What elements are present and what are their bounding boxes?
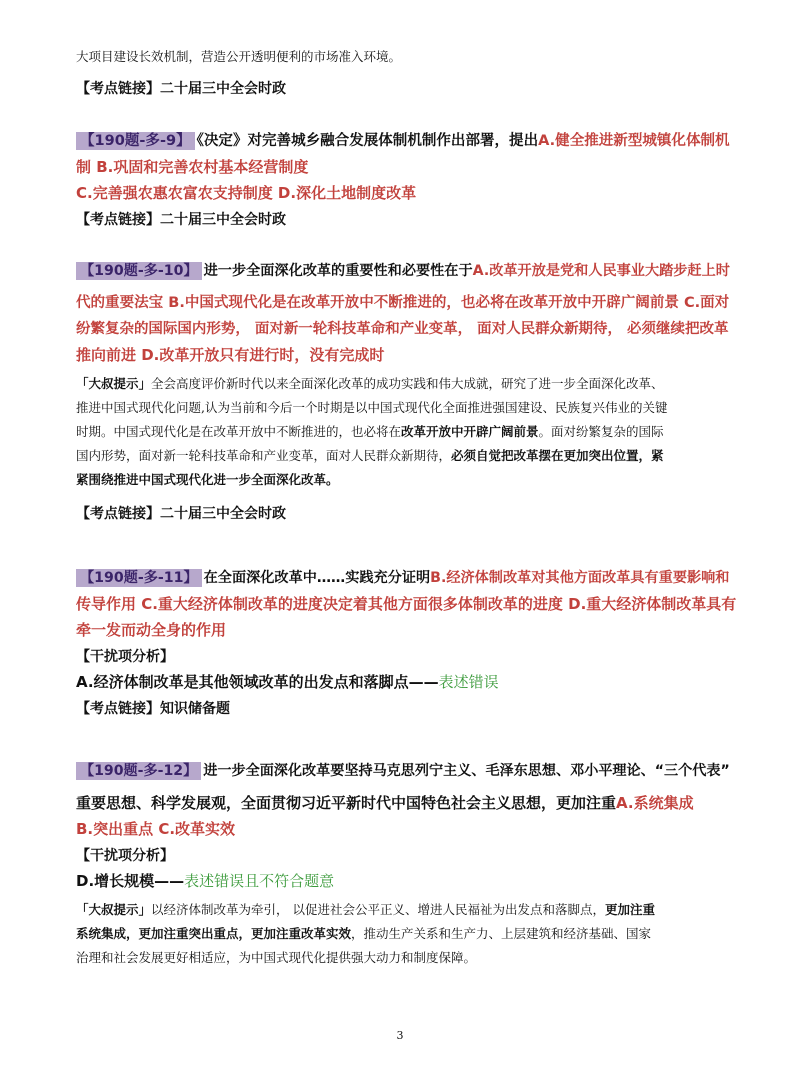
topic-link-text: 二十届三中全会时政 — [160, 212, 286, 228]
topic-link — [76, 697, 736, 721]
answer-text: 推向前进 D.改革开放只有进行时，没有完成时 — [76, 346, 385, 364]
topic-link — [76, 502, 736, 526]
question-stem: 《决定》对完善城乡融合发展体制机制作出部署，提出 — [196, 133, 539, 149]
topic-link — [76, 208, 736, 232]
tip-emphasis: 系统集成，更加注重突出重点，更加注重改革实效 — [76, 926, 352, 941]
top-section — [76, 45, 736, 101]
distractor-item — [76, 868, 736, 894]
question-10 — [76, 258, 736, 526]
answer-text: 制 B.巩固和完善农村基本经营制度 — [76, 158, 309, 176]
topic-link-label: 【考点链接】 — [76, 506, 160, 522]
topic-link-text: 二十届三中全会时政 — [160, 81, 286, 97]
tip-text: 治理和社会发展更好相适应，为中国式现代化提供强大动力和制度保障。 — [76, 950, 477, 965]
distractor-text: A.经济体制改革是其他领域改革的出发点和落脚点—— — [76, 673, 439, 691]
answer-text: B.经济体制改革对其他方面改革具有重要影响和 — [430, 570, 730, 586]
tip-text: 时期。中国式现代化是在改革开放中不断推进的，也必将在 — [76, 424, 402, 439]
continuation-text: 大项目建设长效机制，营造公开透明便利的市场准入环境。 — [76, 49, 402, 64]
answer-text: B.突出重点 C.改革实效 — [76, 820, 236, 838]
answer-text: A.健全推进新型城镇化体制机 — [538, 133, 730, 149]
topic-link-text: 知识储备题 — [160, 701, 230, 717]
tip-text: 全会高度评价新时代以来全面深化改革的成功实践和伟大成就，研究了进一步全面深化改革、 — [151, 376, 664, 391]
distractor-item — [76, 669, 736, 695]
distractor-analysis-heading — [76, 844, 736, 868]
tip-block — [76, 898, 736, 970]
distractor-reason: 表述错误且不符合题意 — [184, 872, 335, 890]
question-12 — [76, 758, 736, 970]
question-tag: 【190题-多-10】 — [76, 262, 202, 280]
analysis-label: 【干扰项分析】 — [76, 649, 174, 665]
question-stem: 在全面深化改革中……实践充分证明 — [203, 570, 431, 586]
question-tag: 【190题-多-12】 — [76, 762, 201, 780]
distractor-reason: 表述错误 — [438, 673, 499, 691]
page-number: 3 — [396, 1029, 404, 1042]
topic-link-label: 【考点链接】 — [76, 701, 160, 717]
question-tag: 【190题-多-9】 — [76, 132, 195, 150]
question-tag: 【190题-多-11】 — [76, 569, 202, 587]
tip-emphasis: 改革开放中开辟广阔前景 — [401, 424, 539, 439]
tip-label: 「大叔提示」 — [76, 902, 152, 917]
tip-emphasis: 紧围绕推进中国式现代化进一步全面深化改革。 — [76, 472, 339, 487]
analysis-label: 【干扰项分析】 — [76, 848, 174, 864]
answer-text: 传导作用 C.重大经济体制改革的进度决定着其他方面很多体制改革的进度 D.重大经济体制改革具有 — [76, 595, 737, 613]
tip-block — [76, 372, 736, 492]
tip-label: 「大叔提示」 — [76, 376, 152, 391]
answer-text: 纷繁复杂的国际国内形势， 面对新一轮科技革命和产业变革， 面对人民群众新期待， 必须继续把改革 — [76, 321, 729, 337]
question-11 — [76, 565, 736, 721]
answer-text: 牵一发而动全身的作用 — [76, 621, 227, 639]
tip-text: 推进中国式现代化问题,认为当前和今后一个时期是以中国式现代化全面推进强国建设、民族复兴伟业的关键 — [76, 400, 668, 415]
answer-text: A.系统集成 — [616, 794, 694, 812]
answer-text: C.完善强农惠农富农支持制度 D.深化土地制度改革 — [76, 184, 417, 202]
distractor-text: D.增长规模—— — [76, 872, 185, 890]
tip-emphasis: 必须自觉把改革摆在更加突出位置，紧 — [451, 448, 664, 463]
tip-text: 。面对纷繁复杂的国际 — [538, 424, 664, 439]
topic-link — [76, 77, 736, 101]
topic-link-text: 二十届三中全会时政 — [160, 506, 286, 522]
distractor-analysis-heading — [76, 645, 736, 669]
question-9 — [76, 128, 736, 232]
tip-text: 国内形势，面对新一轮科技革命和产业变革，面对人民群众新期待， — [76, 448, 452, 463]
question-stem: 进一步全面深化改革要坚持马克思列宁主义、毛泽东思想、邓小平理论、“三个代表” — [203, 763, 730, 779]
answer-text: 代的重要法宝 B.中国式现代化是在改革开放中不断推进的，也必将在改革开放中开辟广阔前景 C.面对 — [76, 295, 730, 311]
tip-emphasis: 更加注重 — [605, 902, 656, 917]
answer-text: A.改革开放是党和人民事业大踏步赶上时 — [472, 263, 730, 279]
tip-text: ，推动生产关系和生产力、上层建筑和经济基础、国家 — [351, 926, 652, 941]
topic-link-label: 【考点链接】 — [76, 81, 160, 97]
question-stem: 进一步全面深化改革的重要性和必要性在于 — [203, 263, 473, 279]
tip-text: 以经济体制改革为牵引， 以促进社会公平正义、增进人民福祉为出发点和落脚点， — [151, 902, 605, 917]
question-stem: 重要思想、科学发展观，全面贯彻习近平新时代中国特色社会主义思想，更加注重 — [76, 794, 617, 812]
topic-link-label: 【考点链接】 — [76, 212, 160, 228]
